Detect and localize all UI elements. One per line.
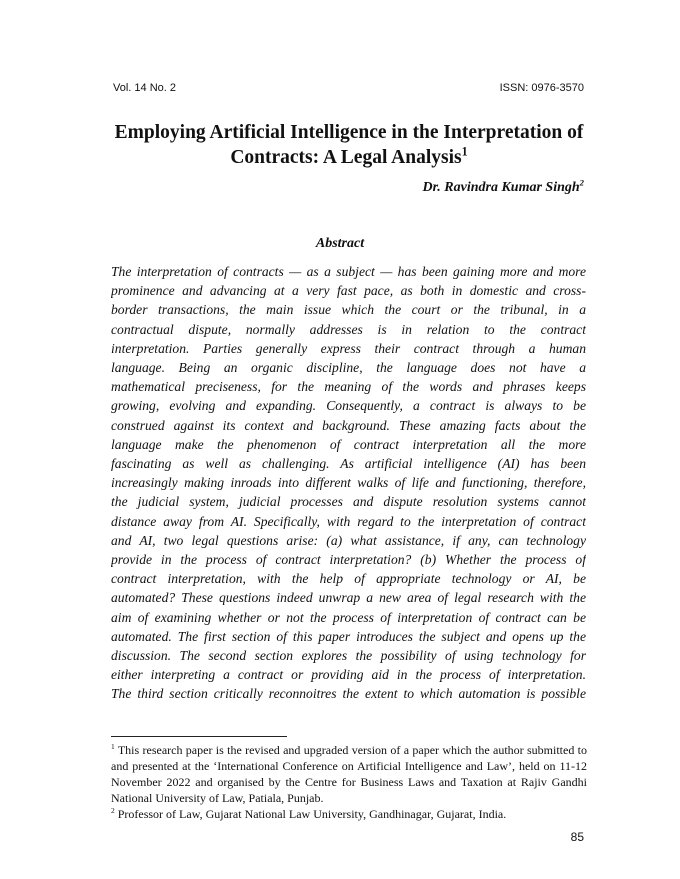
abstract-line: growing, evolving and expanding. Consequently, a contract is always to be <box>111 398 586 414</box>
footnote-2 <box>111 806 587 822</box>
footnote-1-marker: 1 <box>111 742 115 751</box>
author-name-text: Dr. Ravindra Kumar Singh <box>422 180 580 195</box>
abstract-line: language. Being an organic discipline, the language does not have a <box>111 360 586 376</box>
title-line-1: Employing Artificial Intelligence in the Interpretation of <box>114 122 584 143</box>
abstract-line: border transactions, the main issue which the court or the tribunal, in a <box>111 302 586 318</box>
abstract-body <box>111 262 586 704</box>
footnote-2-marker: 2 <box>111 806 115 815</box>
abstract-line: aim of examining whether or not the process of interpretation of contract can be <box>111 609 586 625</box>
abstract-line: contractual dispute, normally addresses is in relation to the contract <box>111 321 586 337</box>
journal-issn: ISSN: 0976-3570 <box>499 82 584 94</box>
footnote-1-text: This research paper is the revised and upgraded version of a paper which the author submitted to and presented at the ‘International Conference on Artificial Intelligence and Law’, held on 11-12 November 2022 and organised by the Centre for Business Laws and Taxation at Rajiv Gandhi National University of Law, Patiala, Punjab. <box>111 743 587 805</box>
abstract-line: contract interpretation, with the help of appropriate technology or AI, be <box>111 571 586 587</box>
abstract-line: prominence and advancing at a very fast pace, as both in domestic and cross- <box>111 283 586 299</box>
footnote-divider <box>111 736 287 737</box>
abstract-line: discussion. The second section explores the possibility of using technology for <box>111 648 586 664</box>
abstract-line: the judicial system, judicial processes and dispute resolution systems cannot <box>111 494 586 510</box>
abstract-line: The third section critically reconnoitres the extent to which automation is possible <box>111 686 586 702</box>
abstract-line: automated. The first section of this paper introduces the subject and opens up the <box>111 628 586 644</box>
title-footnote-marker[interactable]: 1 <box>461 144 468 159</box>
abstract-line: The interpretation of contracts — as a subject — has been gaining more and more <box>111 264 586 279</box>
abstract-line: fascinating as well as challenging. As artificial intelligence (AI) has been <box>111 456 586 472</box>
author-name <box>422 177 584 196</box>
author-footnote-marker[interactable]: 2 <box>579 177 584 188</box>
abstract-heading: Abstract <box>315 236 365 251</box>
abstract-line: construed against its context and background. These amazing facts about the <box>111 417 586 433</box>
abstract-line: provide in the process of contract interpretation? (b) Whether the process of <box>111 552 586 568</box>
footnote-2-text: Professor of Law, Gujarat National Law University, Gandhinagar, Gujarat, India. <box>117 807 507 821</box>
abstract-line: automated? These questions indeed unwrap a new area of legal research with the <box>111 590 586 606</box>
journal-volume: Vol. 14 No. 2 <box>113 82 176 94</box>
abstract-line: language make the phenomenon of contract interpretation all the more <box>111 436 586 452</box>
footnotes <box>111 742 587 822</box>
footnote-1 <box>111 742 587 806</box>
abstract-line: either interpreting a contract or providing aid in the process of interpretation. <box>111 667 586 683</box>
title-line-2: Contracts: A Legal Analysis <box>230 147 462 168</box>
page-number: 85 <box>570 830 584 844</box>
abstract-line: interpretation. Parties generally express their contract through a human <box>111 340 586 356</box>
abstract-line: distance away from AI. Specifically, with regard to the interpretation of contract <box>111 513 586 529</box>
abstract-line: and AI, two legal questions arise: (a) what assistance, if any, can technology <box>111 532 586 548</box>
paper-title <box>100 120 598 170</box>
abstract-line: increasingly making inroads into different walks of life and functioning, therefore, <box>111 475 586 491</box>
abstract-line: mathematical preciseness, for the meaning of the words and phrases keeps <box>111 379 586 395</box>
